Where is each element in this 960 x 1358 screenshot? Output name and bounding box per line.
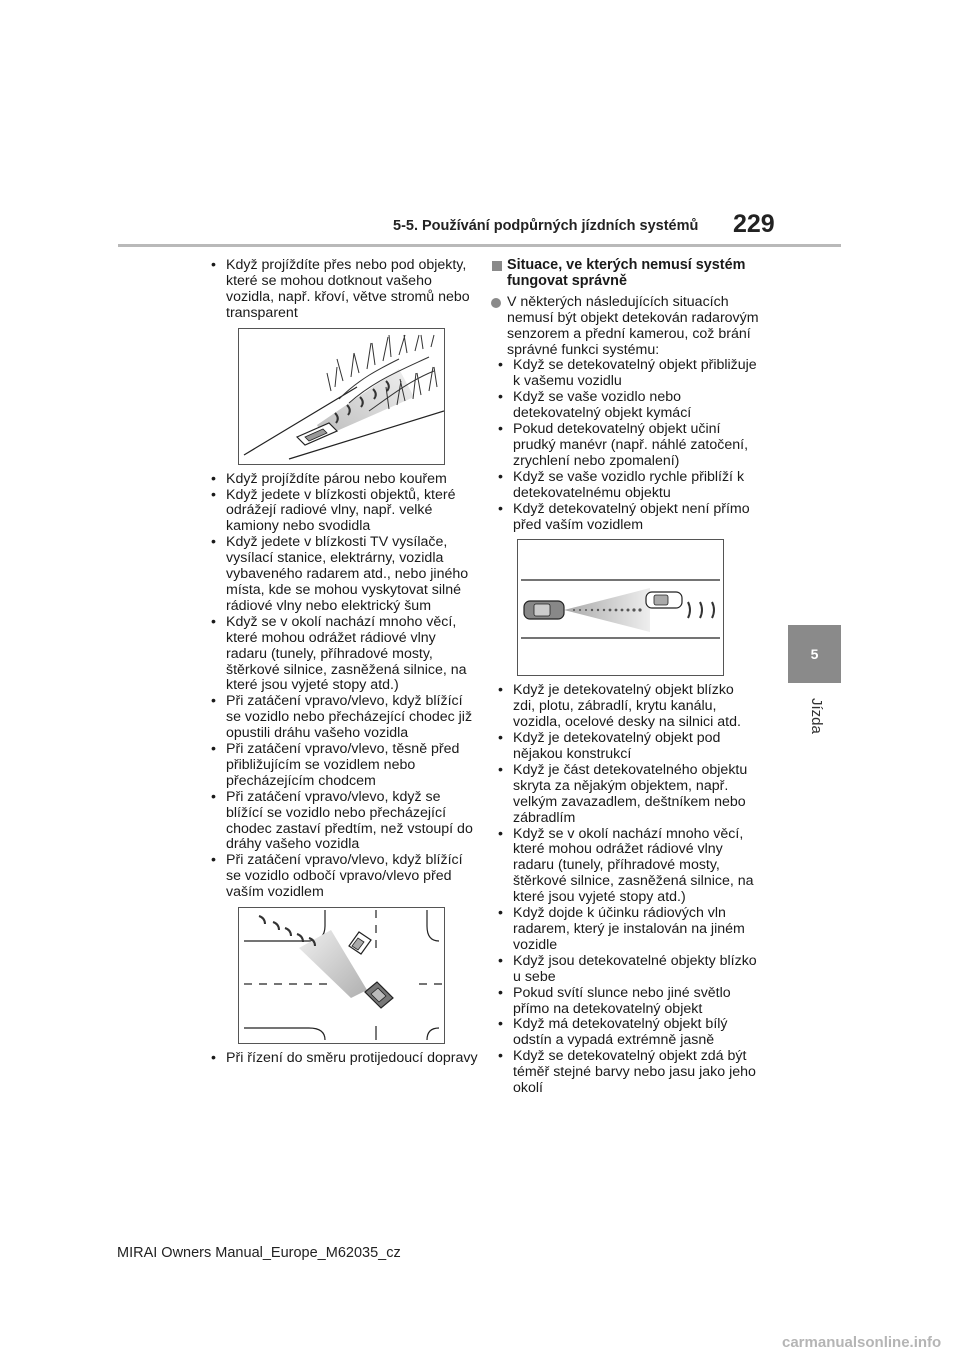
car-icon bbox=[349, 932, 371, 954]
list-item: • Když má detekovatelný objekt bílý odstín a vypadá extrémně jasně bbox=[491, 1017, 759, 1049]
section-title: 5-5. Používání podpůrných jízdních systémů bbox=[393, 218, 699, 234]
list-item: • Při zatáčení vpravo/vlevo, když blížící se vozidlo nebo přecházející chodec již opustili dráhu vašeho vozidla bbox=[204, 694, 480, 742]
following-illustration bbox=[518, 540, 723, 675]
car-icon bbox=[646, 592, 682, 608]
footer-manual-id: MIRAI Owners Manual_Europe_M62035_cz bbox=[117, 1245, 401, 1261]
list-item: • Při řízení do směru protijedoucí dopravy bbox=[204, 1051, 480, 1067]
list-item: • Když se v okolí nachází mnoho věcí, které mohou odrážet rádiové vlny radaru (tunely, příhradové mosty, štěrkové silnice, zasněžená silnice, na které jsou vyjeté stopy atd.) bbox=[204, 615, 480, 695]
figure-intersection bbox=[238, 907, 445, 1044]
list-item: • Když jsou detekovatelné objekty blízko u sebe bbox=[491, 954, 759, 986]
chapter-label: Jízda bbox=[808, 698, 825, 734]
watermark: carmanualsonline.info bbox=[782, 1334, 942, 1351]
list-item: • Když jedete v blízkosti TV vysílače, vysílací stanice, elektrárny, vozidla vybaveného radarem atd., nebo jiného místa, kde se mohou vyskytovat silné rádiové vlny nebo elektrický šum bbox=[204, 535, 480, 615]
list-item: • Když jedete v blízkosti objektů, které odrážejí radiové vlny, např. velké kamiony nebo svodidla bbox=[204, 488, 480, 536]
list-item: • Když se detekovatelný objekt přibližuje k vašemu vozidlu bbox=[491, 358, 759, 390]
page-number: 229 bbox=[733, 210, 775, 238]
list-item: • Když detekovatelný objekt není přímo před vaším vozidlem bbox=[491, 502, 759, 534]
chapter-tab bbox=[788, 625, 841, 683]
list-item: • Když je detekovatelný objekt blízko zdi, plotu, zábradlí, krytu kanálu, vozidla, ocelové desky na silnici atd. bbox=[491, 683, 759, 731]
chapter-number: 5 bbox=[810, 646, 819, 662]
section-heading: Situace, ve kterých nemusí systém fungovat správně bbox=[491, 258, 759, 290]
car-icon bbox=[524, 601, 564, 619]
list-item: • Když projíždíte párou nebo kouřem bbox=[204, 472, 480, 488]
bushes-illustration bbox=[239, 329, 444, 464]
header-rule bbox=[118, 244, 841, 247]
list-item: • Když se vaše vozidlo nebo detekovatelný objekt kymácí bbox=[491, 390, 759, 422]
list-item: • Když dojde k účinku rádiových vln radarem, který je instalován na jiném vozidle bbox=[491, 906, 759, 954]
list-item: • Když se detekovatelný objekt zdá být téměř stejné barvy nebo jasu jako jeho okolí bbox=[491, 1049, 759, 1097]
figure-following bbox=[517, 539, 724, 676]
list-item: • Když projíždíte přes nebo pod objekty, které se mohou dotknout vašeho vozidla, např. křoví, větve stromů nebo transparent bbox=[204, 258, 480, 322]
car-icon bbox=[365, 982, 393, 1008]
list-item: • Pokud detekovatelný objekt učiní prudký manévr (např. náhlé zatočení, zrychlení nebo zpomalení) bbox=[491, 422, 759, 470]
list-item: • Pokud svítí slunce nebo jiné světlo přímo na detekovatelný objekt bbox=[491, 986, 759, 1018]
list-item: • Při zatáčení vpravo/vlevo, těsně před přibližujícím se vozidlem nebo přecházejícím chodcem bbox=[204, 742, 480, 790]
left-column bbox=[204, 258, 480, 1067]
car-icon bbox=[297, 423, 337, 445]
list-item: • Když se vaše vozidlo rychle přiblíží k detekovatelnému objektu bbox=[491, 470, 759, 502]
intersection-illustration bbox=[239, 908, 444, 1043]
list-item: • Když je detekovatelný objekt pod nějakou konstrukcí bbox=[491, 731, 759, 763]
list-item: • Při zatáčení vpravo/vlevo, když blížící se vozidlo odbočí vpravo/vlevo před vaším vozidlem bbox=[204, 853, 480, 901]
right-column bbox=[491, 258, 759, 1097]
list-item: • Když je část detekovatelného objektu skryta za nějakým objektem, např. velkým zavazadlem, deštníkem nebo zábradlím bbox=[491, 763, 759, 827]
intro-paragraph: V některých následujících situacích nemusí být objekt detekován radarovým senzorem a přední kamerou, což brání správné funkci systému: bbox=[491, 295, 759, 359]
list-item: • Když se v okolí nachází mnoho věcí, které mohou odrážet rádiové vlny radaru (tunely, příhradové mosty, štěrkové silnice, zasněžená silnice, na které jsou vyjeté stopy atd.) bbox=[491, 827, 759, 907]
list-item: • Při zatáčení vpravo/vlevo, když se blížící se vozidlo nebo přecházející chodec zastaví předtím, než vstoupí do dráhy vašeho vozidla bbox=[204, 790, 480, 854]
figure-bushes bbox=[238, 328, 445, 465]
